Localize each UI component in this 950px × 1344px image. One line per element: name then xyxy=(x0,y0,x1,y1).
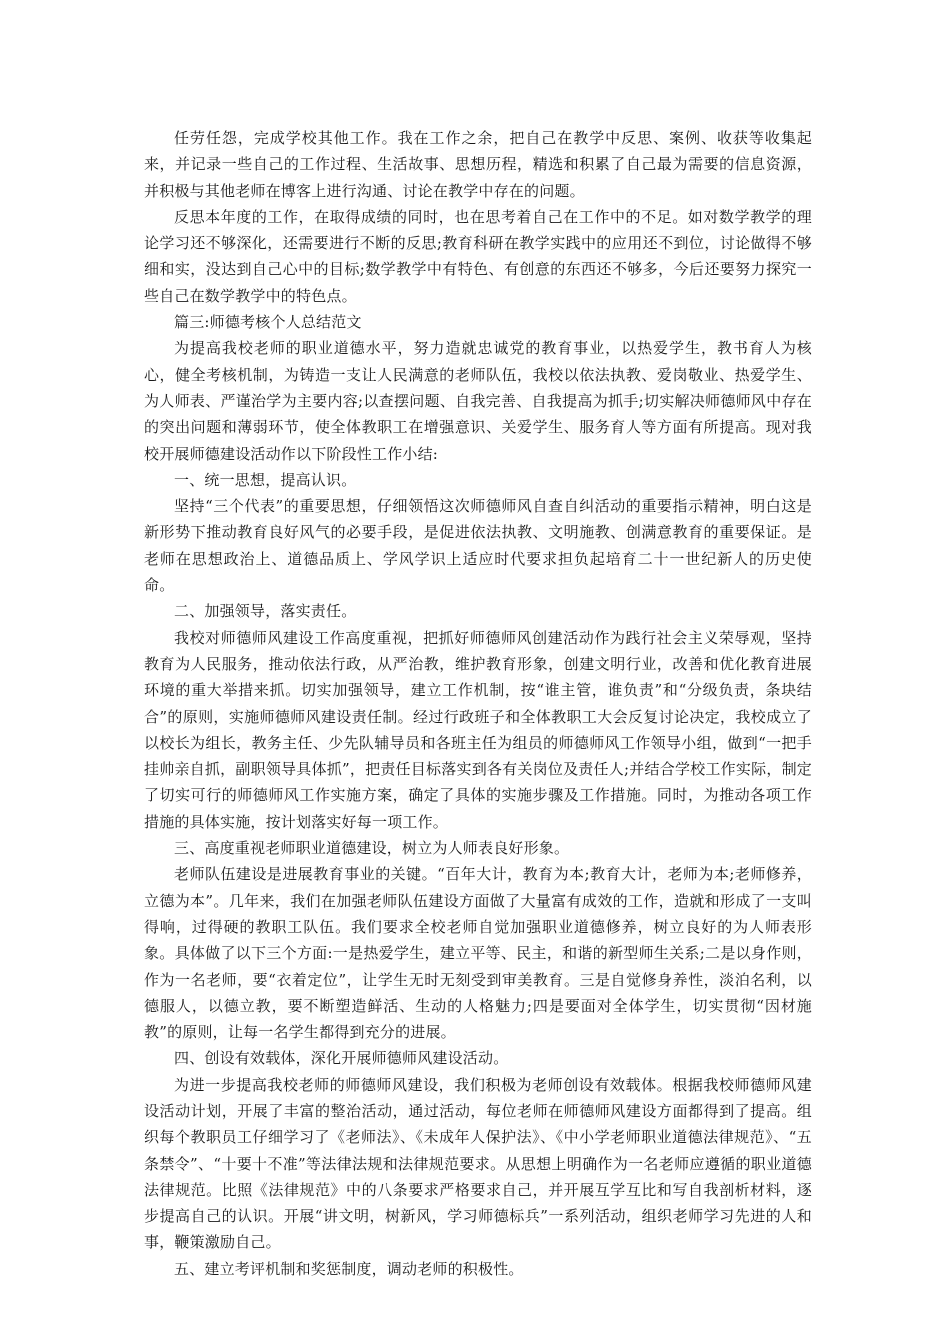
paragraph-year-reflection: 反思本年度的工作，在取得成绩的同时，也在思考着自己在工作中的不足。如对数学教学的理论学习还不够深化，还需要进行不断的反思;教育科研在教学实践中的应用还不到位，讨论做得不够细和实，没达到自己心中的目标;数学教学中有特色、有创意的东西还不够多，今后还要努力探究一些自己在数学教学中的特色点。 xyxy=(144,207,812,305)
heading-professional-ethics: 三、高度重视老师职业道德建设，树立为人师表良好形象。 xyxy=(174,839,570,858)
document-page xyxy=(144,125,812,1282)
heading-effective-carriers: 四、创设有效载体，深化开展师德师风建设活动。 xyxy=(174,1049,509,1068)
paragraph-strengthen-leadership: 我校对师德师风建设工作高度重视，把抓好师德师风创建活动作为践行社会主义荣辱观，坚持教育为人民服务，推动依法行政，从严治教，维护教育形象，创建文明行业，改善和优化教育进展环境的重大举措来抓。切实加强领导，建立工作机制，按“谁主管，谁负责”和“分级负责，条块结合”的原则，实施师德师风建设责任制。经过行政班子和全体教职工大会反复讨论决定，我校成立了以校长为组长，教务主任、少先队辅导员和各班主任为组员的师德师风工作领导小组，做到“一把手挂帅亲自抓，副职领导具体抓”，把责任目标落实到各有关岗位及责任人;并结合学校工作实际，制定了切实可行的师德师风工作实施方案，确定了具体的实施步骤及工作措施。同时，为推动各项工作措施的具体实施，按计划落实好每一项工作。 xyxy=(144,628,812,831)
paragraph-effective-carriers: 为进一步提高我校老师的师德师风建设，我们积极为老师创设有效载体。根据我校师德师风建设活动计划，开展了丰富的整治活动，通过活动，每位老师在师德师风建设方面都得到了提高。组织每个教职员工仔细学习了《老师法》、《未成年人保护法》、《中小学老师职业道德法律规范》、“五条禁令”、“十要十不准”等法律法规和法律规范要求。从思想上明确作为一名老师应遵循的职业道德法律规范。比照《法律规范》中的八条要求严格要求自己，并开展互学互比和写自我剖析材料，逐步提高自己的认识。开展“讲文明，树新风，学习师德标兵”一系列活动，组织老师学习先进的人和事，鞭策激励自己。 xyxy=(144,1075,812,1252)
paragraph-professional-ethics: 老师队伍建设是进展教育事业的关键。“百年大计，教育为本;教育大计，老师为本;老师修养，立德为本”。几年来，我们在加强老师队伍建设方面做了大量富有成效的工作，造就和形成了一支叫得响，过得硬的教职工队伍。我们要求全校老师自觉加强职业道德修养，树立良好的为人师表形象。具体做了以下三个方面:一是热爱学生，建立平等、民主，和谐的新型师生关系;二是以身作则，作为一名老师，要“衣着定位”，让学生无时无刻受到审美教育。三是自觉修身养性，淡泊名利，以德服人，以德立教，要不断塑造鲜活、生动的人格魅力;四是要面对全体学生，切实贯彻“因材施教”的原则，让每一名学生都得到充分的进展。 xyxy=(144,865,812,1042)
paragraph-unify-thinking: 坚持“三个代表”的重要思想，仔细领悟这次师德师风自查自纠活动的重要指示精神，明白这是新形势下推动教育良好风气的必要手段，是促进依法执教、文明施教、创满意教育的重要保证。是老师在思想政治上、道德品质上、学风学识上适应时代要求担负起培育二十一世纪新人的历史使命。 xyxy=(144,497,812,595)
paragraph-intro: 为提高我校老师的职业道德水平，努力造就忠诚党的教育事业，以热爱学生，教书育人为核心，健全考核机制，为铸造一支让人民满意的老师队伍，我校以依法执教、爱岗敬业、热爱学生、为人师表、严谨治学为主要内容;以查摆问题、自我完善、自我提高为抓手;切实解决师德师风中存在的突出问题和薄弱环节，使全体教职工在增强意识、关爱学生、服务育人等方面有所提高。现对我校开展师德建设活动作以下阶段性工作小结: xyxy=(144,339,812,463)
heading-unify-thinking: 一、统一思想，提高认识。 xyxy=(174,470,357,489)
paragraph-reflection-continued: 任劳任怨，完成学校其他工作。我在工作之余，把自己在教学中反思、案例、收获等收集起来，并记录一些自己的工作过程、生活故事、思想历程，精选和积累了自己最为需要的信息资源，并积极与其他老师在博客上进行沟通、讨论在教学中存在的问题。 xyxy=(144,129,812,200)
section-title-part-three: 篇三:师德考核个人总结范文 xyxy=(174,313,362,332)
heading-strengthen-leadership: 二、加强领导，落实责任。 xyxy=(174,602,357,621)
heading-evaluation-mechanism: 五、建立考评机制和奖惩制度，调动老师的积极性。 xyxy=(174,1259,524,1278)
